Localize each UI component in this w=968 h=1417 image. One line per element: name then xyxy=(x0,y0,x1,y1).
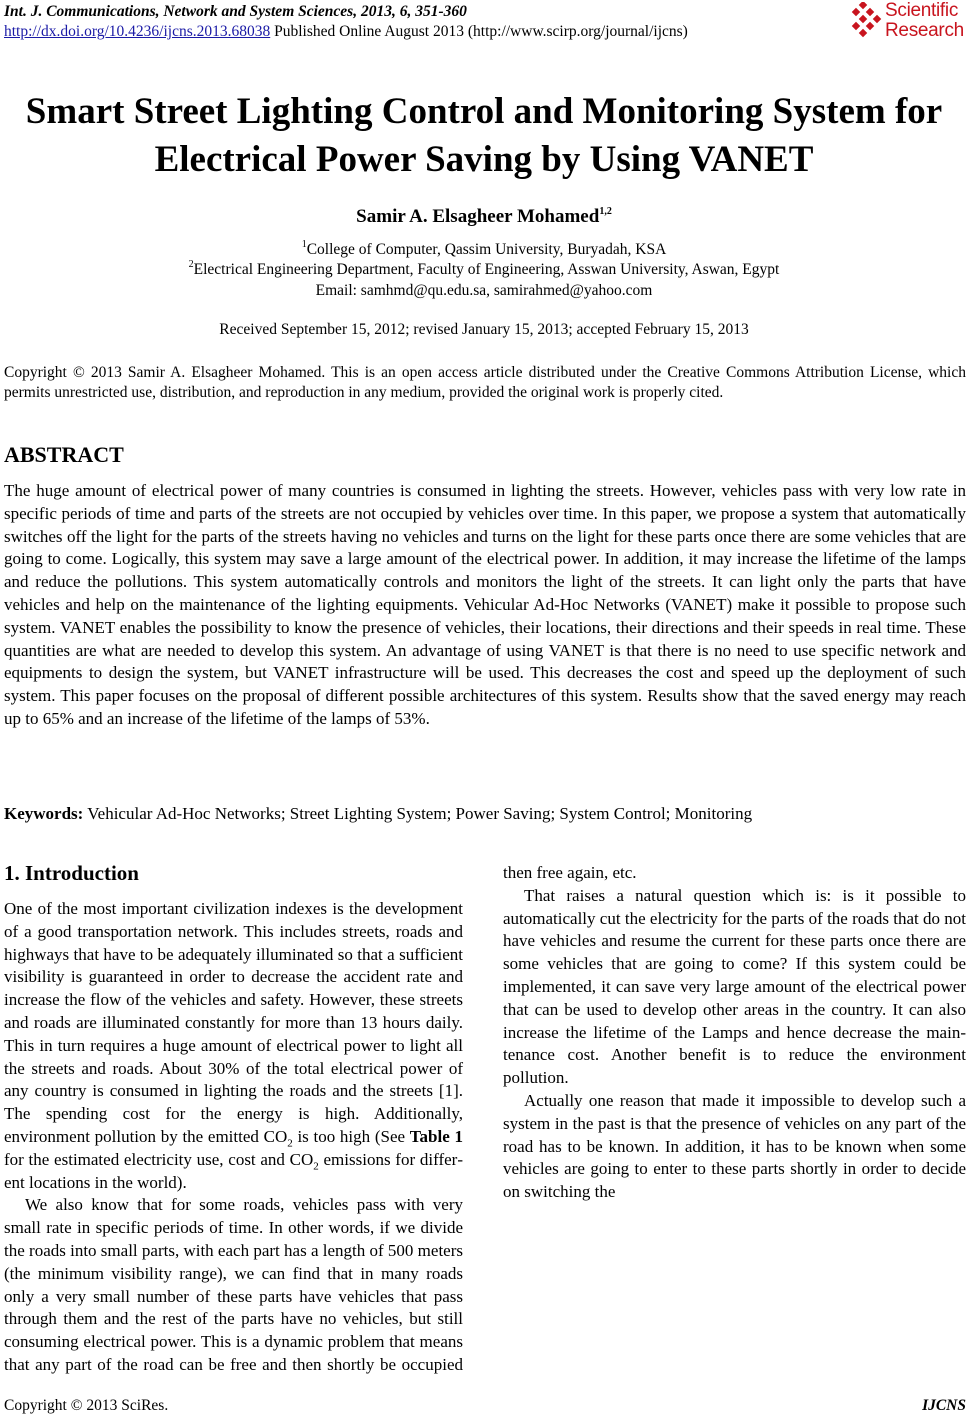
page-footer xyxy=(4,1396,966,1416)
intro-paragraph-4: Actually one reason that made it impossible to develop such a system in the past is that the presence of vehicles on any part of the road has to be known. In addition, it has to be known when some vehicles are going to enter to these parts shortly in order to decide on switching the xyxy=(503,1090,966,1202)
affiliation-1 xyxy=(0,240,968,260)
logo-wordmark xyxy=(885,1,964,41)
doi-link[interactable]: http://dx.doi.org/10.4236/ijcns.2013.68038 xyxy=(4,23,271,40)
author-line xyxy=(0,205,968,229)
keywords-label: Keywords: xyxy=(4,804,84,823)
author-sup: 1,2 xyxy=(599,205,612,217)
logo-line-1: Scientific xyxy=(885,0,959,21)
intro-paragraph-2: We also know that for some roads, vehicles pass with very small rate in specific periods of time. In other words, if we divide the roads into small parts, with each part has a length of 500 meters (the minimum visibility range), we can find that in many roads only a very small number of these parts have vehicles that pass through them and the rest of the parts have no vehicles, but still consuming electrical power. This is a dynamic problem that means that any part of the road can be free and then shortly be occupied xyxy=(4,1195,463,1374)
scientific-research-logo-icon xyxy=(848,2,882,38)
section-heading-introduction: 1. Introduction xyxy=(4,861,139,885)
affiliation-1-sup: 1 xyxy=(301,238,307,250)
author-name: Samir A. Elsagheer Mohamed xyxy=(356,206,600,227)
abstract-heading: ABSTRACT xyxy=(4,442,124,467)
footer-copyright: Copyright © 2013 SciRes. xyxy=(4,1397,169,1414)
co2-subscript-1: 2 xyxy=(287,1137,293,1150)
footer-journal-abbrev: IJCNS xyxy=(922,1397,966,1414)
intro-paragraph-2-continued: then free again, etc. xyxy=(503,863,637,882)
paper-title xyxy=(0,88,968,184)
right-column xyxy=(503,862,966,1204)
intro-p1-part-b: is too high (See xyxy=(292,1126,410,1146)
intro-p1-part-d: emissions for different locations in the world). xyxy=(4,1149,463,1192)
abstract-text: The huge amount of electrical power of many countries is consumed in lighting the streets. However, vehicles pass with very low rate in specific periods of time and parts of the streets are not occupied by vehicles over time. In this paper, we propose a system that automatically switches off the light for the parts of the streets having no vehicles and turns on the light for these parts once there are some vehicles that are going to come. Logically, this system may save a large amount of the electrical power. In addition, it may increase the lifetime of the lamps and reduce the pollutions. This system automatically controls and monitors the light of the streets. It can light only the parts that have vehicles and help on the maintenance of the lighting equipments. Vehicular Ad-Hoc Networks (VANET) make it possible to propose such system. VANET enables the possibility to know the presence of vehicles, their locations, their directions and their speeds in real time. These quantities are what are needed to develop this system. An advantage of using VANET is that there is no need to use specific network and equipments to design the system, but VANET infrastructure will be used. This decreases the cost and speed up the deployment of such system. This paper focuses on the proposal of different possible architectures of this system. Results show that the saved energy may reach up to 65% and an increase of the lifetime of the lamps of 53%. xyxy=(4,481,966,728)
left-column xyxy=(4,860,463,1377)
published-info: Published Online August 2013 (http://www.scirp.org/journal/ijcns) xyxy=(270,23,688,40)
affiliation-2-text: Electrical Engineering Department, Faculty of Engineering, Asswan University, Aswan, Egypt xyxy=(193,261,780,278)
intro-paragraph-3: That raises a natural question which is: is it possible to automatically cut the electricity for the parts of the roads that do not have vehicles and resume the current for these parts once there are some vehicles that are going to come? If this system could be implemented, it can save very large amount of the electrical power that can be used to develop other areas in the country. It can also increase the lifetime of the Lamps and hence decrease the maintenance cost. Another benefit is to reduce the environment pollution. xyxy=(503,885,966,1088)
title-line-2: Electrical Power Saving by Using VANET xyxy=(154,139,814,180)
volume-info: , 2013, 6, 351-360 xyxy=(353,3,467,20)
copyright-notice: Copyright © 2013 Samir A. Elsagheer Mohamed. This is an open access article distributed under the Creative Commons Attribution License, which permits unrestricted use, distribution, and reproduction in any medium, provided the original work is properly cited. xyxy=(4,364,966,401)
keywords xyxy=(4,803,966,825)
keywords-text: Vehicular Ad-Hoc Networks; Street Lighting System; Power Saving; System Control; Monitoring xyxy=(83,804,753,823)
journal-header xyxy=(4,2,824,42)
intro-p1-part-c: for the estimated electricity use, cost and CO xyxy=(4,1149,314,1169)
table-1-reference[interactable]: Table 1 xyxy=(409,1126,463,1146)
doi-line xyxy=(4,22,824,42)
affiliation-2 xyxy=(0,260,968,280)
publisher-logo xyxy=(848,0,966,46)
logo-line-2: Research xyxy=(885,20,964,41)
title-line-1: Smart Street Lighting Control and Monitoring System for xyxy=(25,91,943,132)
received-dates: Received September 15, 2012; revised January 15, 2013; accepted February 15, 2013 xyxy=(219,321,749,338)
author-email: Email: samhmd@qu.edu.sa, samirahmed@yahoo.com xyxy=(315,282,653,299)
intro-paragraph-1 xyxy=(4,898,463,1194)
intro-p1-part-a: One of the most important civilization indexes is the development of a good transportation network. This includes streets, roads and highways that have to be adequately illuminated so that a sufficient visibility is guaranteed in order to decrease the accident rate and increase the flow of the vehicles and safety. However, these streets and roads are illuminated constantly for more than 13 hours daily. This in turn requires a huge amount of electrical power to light all the streets and roads. About 30% of the total electrical power of any country is consumed in lighting the roads and the streets [1]. The spending cost for the energy is high. Additionally, environment pollution by the emitted CO xyxy=(4,899,463,1146)
affiliation-2-sup: 2 xyxy=(188,258,194,270)
journal-citation-line xyxy=(4,2,824,22)
journal-name: Int. J. Communications, Network and System Sciences xyxy=(4,3,354,20)
co2-subscript-2: 2 xyxy=(313,1160,319,1173)
affiliation-1-text: College of Computer, Qassim University, Buryadah, KSA xyxy=(306,241,667,258)
